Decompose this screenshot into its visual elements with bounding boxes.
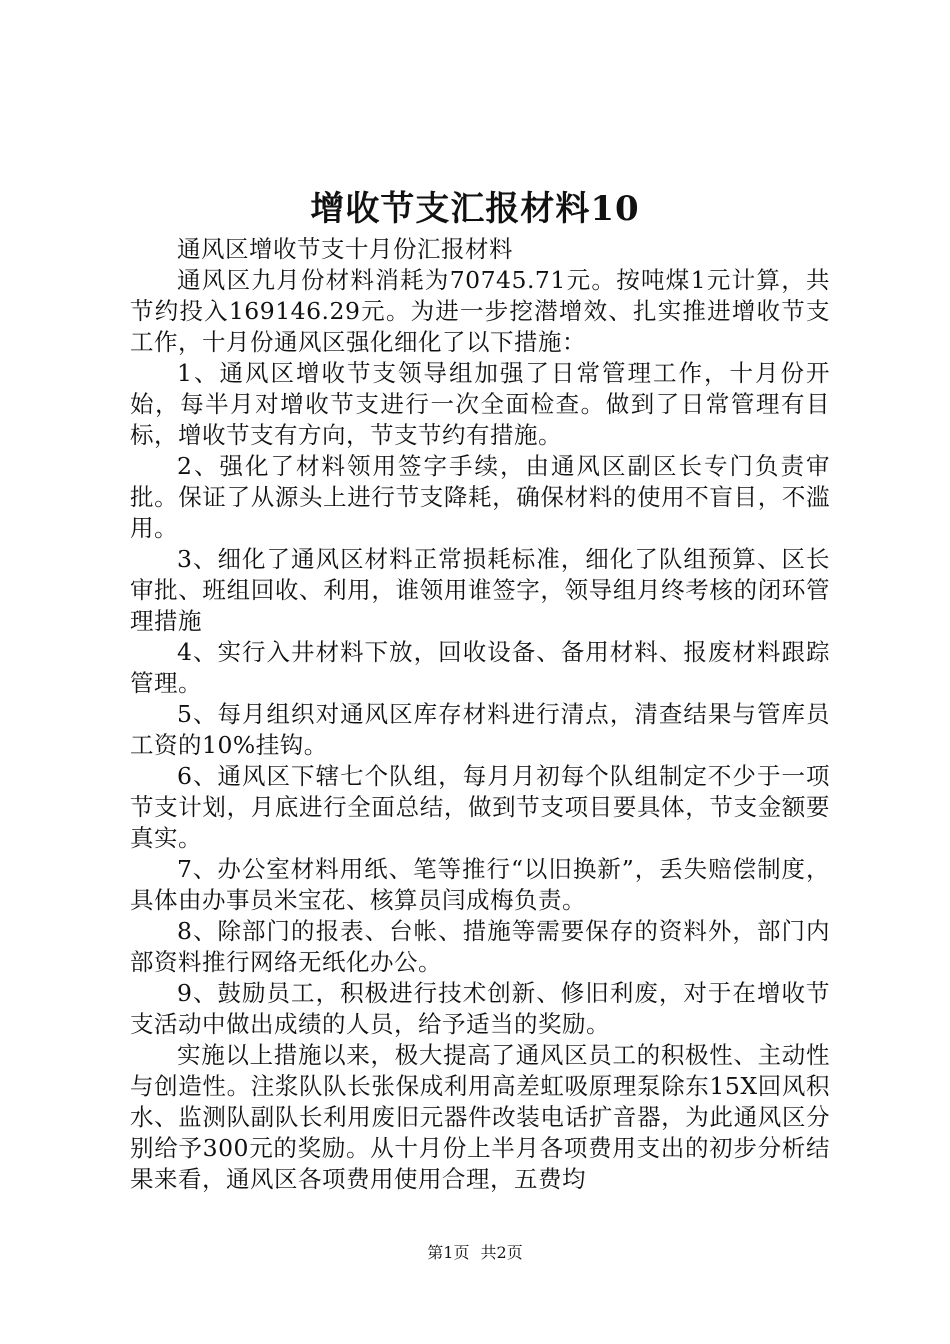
document-body: [130, 234, 830, 1195]
paragraph-measure-9: 9、鼓励员工，积极进行技术创新、修旧利废，对于在增收节支活动中做出成绩的人员，给予适当的奖励。: [130, 979, 830, 1038]
paragraph-measure-3: 3、细化了通风区材料正常损耗标准，细化了队组预算、区长审批、班组回收、利用，谁领用谁签字，领导组月终考核的闭环管理措施: [130, 545, 830, 635]
paragraph-measure-7: 7、办公室材料用纸、笔等推行“以旧换新”，丢失赔偿制度，具体由办事员米宝花、核算员闫成梅负责。: [130, 855, 830, 914]
paragraph-measure-8: 8、除部门的报表、台帐、措施等需要保存的资料外，部门内部资料推行网络无纸化办公。: [130, 917, 830, 976]
paragraph-results: 实施以上措施以来，极大提高了通风区员工的积极性、主动性与创造性。注浆队队长张保成利用高差虹吸原理泵除东15X回风积水、监测队副队长利用废旧元器件改装电话扩音器，为此通风区分别给予300元的奖励。从十月份上半月各项费用支出的初步分析结果来看，通风区各项费用使用合理，五费均: [130, 1041, 830, 1193]
paragraph-measure-5: 5、每月组织对通风区库存材料进行清点，清查结果与管库员工资的10%挂钩。: [130, 700, 830, 759]
paragraph-measure-6: 6、通风区下辖七个队组，每月月初每个队组制定不少于一项节支计划，月底进行全面总结，做到节支项目要具体，节支金额要真实。: [130, 762, 830, 852]
paragraph-measure-4: 4、实行入井材料下放，回收设备、备用材料、报废材料跟踪管理。: [130, 638, 830, 697]
paragraph-measure-2: 2、强化了材料领用签字手续，由通风区副区长专门负责审批。保证了从源头上进行节支降耗，确保材料的使用不盲目，不滥用。: [130, 452, 830, 542]
page-number: 第1页: [427, 1243, 470, 1262]
page-footer: [0, 1243, 950, 1263]
paragraph-measure-1: 1、通风区增收节支领导组加强了日常管理工作，十月份开始，每半月对增收节支进行一次全面检查。做到了日常管理有目标，增收节支有方向，节支节约有措施。: [130, 359, 830, 449]
document-title: 增收节支汇报材料10: [310, 189, 640, 229]
paragraph-intro: 通风区九月份材料消耗为70745.71元。按吨煤1元计算，共节约投入169146.29元。为进一步挖潜增效、扎实推进增收节支工作，十月份通风区强化细化了以下措施：: [130, 266, 830, 356]
page-total: 共2页: [480, 1243, 523, 1262]
paragraph-subtitle: 通风区增收节支十月份汇报材料: [177, 235, 513, 263]
